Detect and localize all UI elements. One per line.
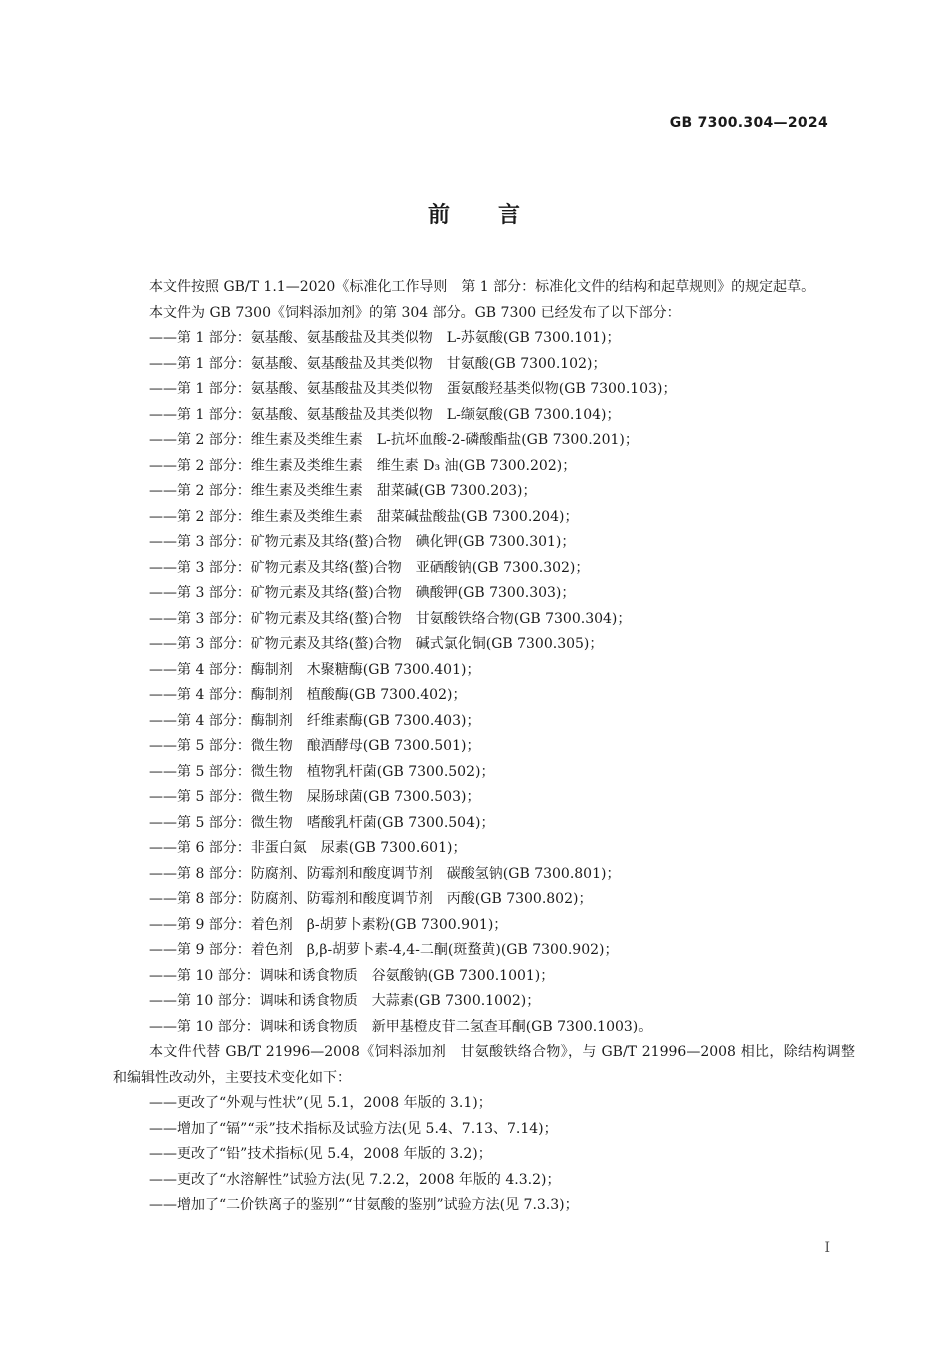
list-item-part: ——第 5 部分：微生物 植物乳杆菌(GB 7300.502)； [149, 763, 495, 780]
list-item-part: ——第 6 部分：非蛋白氮 尿素(GB 7300.601)； [149, 840, 467, 856]
list-item-part: ——第 3 部分：矿物元素及其络(螯)合物 甘氨酸铁络合物(GB 7300.304)； [149, 610, 632, 627]
list-item-part: ——第 3 部分：矿物元素及其络(螯)合物 碱式氯化铜(GB 7300.305)； [149, 636, 604, 652]
list-item-change: ——增加了“二价铁离子的鉴别”“甘氨酸的鉴别”试验方法(见 7.3.3)； [149, 1197, 579, 1213]
replacement-paragraph: 本文件代替 GB/T 21996—2008《饲料添加剂 甘氨酸铁络合物》，与 GB/T 21996—2008 相比，除结构调整和编辑性改动外，主要技术变化如下： [113, 1044, 855, 1086]
list-item-part: ——第 1 部分：氨基酸、氨基酸盐及其类似物 L-缬氨酸(GB 7300.104)； [149, 406, 621, 423]
list-item-part: ——第 9 部分：着色剂 β-胡萝卜素粉(GB 7300.901)； [149, 916, 508, 933]
list-item-part: ——第 10 部分：调味和诱食物质 大蒜素(GB 7300.1002)； [149, 993, 541, 1009]
list-item-part: ——第 2 部分：维生素及类维生素 L-抗坏血酸-2-磷酸酯盐(GB 7300.201)； [149, 432, 639, 448]
list-item-part: ——第 8 部分：防腐剂、防霉剂和酸度调节剂 丙酸(GB 7300.802)； [149, 891, 593, 907]
list-item-part: ——第 1 部分：氨基酸、氨基酸盐及其类似物 蛋氨酸羟基类似物(GB 7300.103)； [149, 381, 677, 397]
list-item-part: ——第 2 部分：维生素及类维生素 维生素 D₃ 油(GB 7300.202)； [149, 457, 577, 474]
list-item-part: ——第 4 部分：酶制剂 纤维素酶(GB 7300.403)； [149, 712, 481, 729]
list-item-change: ——更改了“外观与性状”(见 5.1，2008 年版的 3.1)； [149, 1095, 492, 1111]
list-item-part: ——第 3 部分：矿物元素及其络(螯)合物 碘酸钾(GB 7300.303)； [149, 585, 576, 601]
list-item-part: ——第 5 部分：微生物 嗜酸乳杆菌(GB 7300.504)； [149, 814, 495, 831]
list-item-part: ——第 3 部分：矿物元素及其络(螯)合物 亚硒酸钠(GB 7300.302)； [149, 559, 590, 576]
page-title [0, 198, 950, 229]
list-item-part: ——第 2 部分：维生素及类维生素 甜菜碱盐酸盐(GB 7300.204)； [149, 508, 579, 525]
changes-list [113, 1091, 855, 1219]
page-number: I [824, 1240, 830, 1256]
title-char-1: 前 [427, 203, 452, 228]
list-item-part: ——第 3 部分：矿物元素及其络(螯)合物 碘化钾(GB 7300.301)； [149, 534, 576, 550]
list-item-change: ——增加了“镉”“汞”技术指标及试验方法(见 5.4、7.13、7.14)； [149, 1120, 558, 1137]
list-item-part: ——第 10 部分：调味和诱食物质 新甲基橙皮苷二氢查耳酮(GB 7300.1003)。 [149, 1018, 653, 1035]
standard-code: GB 7300.304—2024 [669, 115, 828, 131]
title-char-2: 言 [498, 203, 523, 228]
intro-paragraph: 本文件按照 GB/T 1.1—2020《标准化工作导则 第 1 部分：标准化文件的结构和起草规则》的规定起草。 [149, 279, 816, 295]
list-item-part: ——第 4 部分：酶制剂 植酸酶(GB 7300.402)； [149, 687, 467, 703]
list-item-part: ——第 1 部分：氨基酸、氨基酸盐及其类似物 甘氨酸(GB 7300.102)； [149, 355, 607, 372]
parts-list [113, 326, 855, 1040]
list-item-part: ——第 10 部分：调味和诱食物质 谷氨酸钠(GB 7300.1001)； [149, 967, 555, 984]
list-item-part: ——第 4 部分：酶制剂 木聚糖酶(GB 7300.401)； [149, 661, 481, 678]
list-item-change: ——更改了“水溶解性”试验方法(见 7.2.2，2008 年版的 4.3.2)； [149, 1171, 561, 1188]
list-item-part: ——第 5 部分：微生物 屎肠球菌(GB 7300.503)； [149, 789, 481, 805]
document-body [113, 275, 855, 1219]
parts-intro-paragraph: 本文件为 GB 7300《饲料添加剂》的第 304 部分。GB 7300 已经发布了以下部分： [149, 304, 681, 321]
list-item-change: ——更改了“铅”技术指标(见 5.4，2008 年版的 3.2)； [149, 1146, 492, 1162]
list-item-part: ——第 9 部分：着色剂 β,β-胡萝卜素-4,4-二酮(斑蝥黄)(GB 7300.902)； [149, 942, 619, 958]
list-item-part: ——第 1 部分：氨基酸、氨基酸盐及其类似物 L-苏氨酸(GB 7300.101)； [149, 330, 621, 346]
list-item-part: ——第 8 部分：防腐剂、防霉剂和酸度调节剂 碳酸氢钠(GB 7300.801)； [149, 865, 621, 882]
list-item-part: ——第 2 部分：维生素及类维生素 甜菜碱(GB 7300.203)； [149, 483, 537, 499]
list-item-part: ——第 5 部分：微生物 酿酒酵母(GB 7300.501)； [149, 738, 481, 754]
